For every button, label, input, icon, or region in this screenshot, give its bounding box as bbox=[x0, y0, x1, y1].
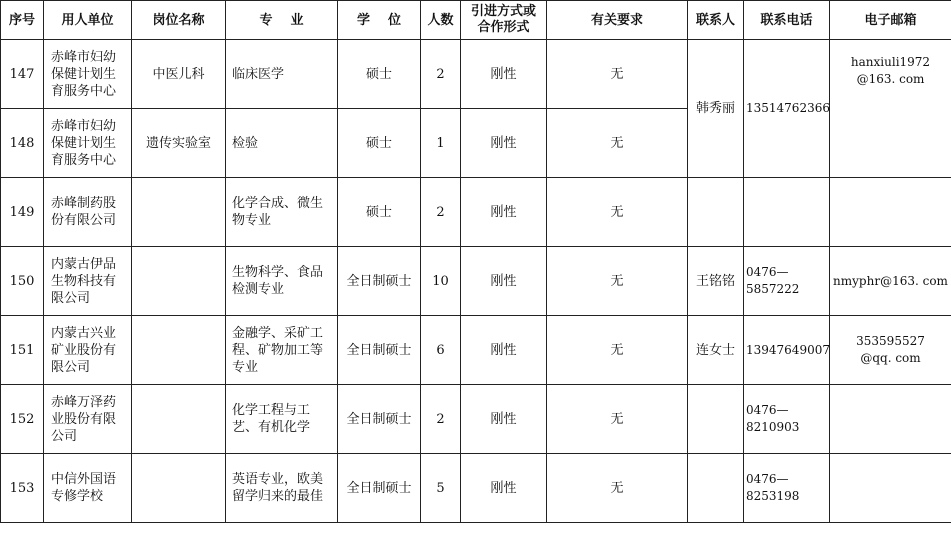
cell-position: 遗传实验室 bbox=[132, 109, 226, 178]
cell-phone: 0476—8253198 bbox=[744, 454, 830, 523]
header-method-line1: 引进方式或 bbox=[470, 4, 536, 19]
header-requirements: 有关要求 bbox=[547, 1, 688, 40]
cell-major: 英语专业，欧美留学归来的最佳 bbox=[226, 454, 338, 523]
header-method-line2: 合作形式 bbox=[477, 20, 530, 35]
cell-unit: 内蒙古兴业矿业股份有限公司 bbox=[44, 316, 132, 385]
cell-requirements: 无 bbox=[547, 385, 688, 454]
cell-requirements: 无 bbox=[547, 178, 688, 247]
cell-unit: 赤峰万泽药业股份有限公司 bbox=[44, 385, 132, 454]
header-phone: 联系电话 bbox=[744, 1, 830, 40]
cell-seq: 150 bbox=[1, 247, 44, 316]
cell-unit: 中信外国语专修学校 bbox=[44, 454, 132, 523]
header-degree: 学 位 bbox=[338, 1, 421, 40]
header-position: 岗位名称 bbox=[132, 1, 226, 40]
cell-position bbox=[132, 316, 226, 385]
cell-method: 刚性 bbox=[461, 454, 547, 523]
email-line2: @163. com bbox=[856, 72, 925, 86]
table-row bbox=[1, 385, 951, 454]
email-line1: 353595527 bbox=[856, 334, 925, 348]
cell-method: 刚性 bbox=[461, 109, 547, 178]
cell-requirements: 无 bbox=[547, 454, 688, 523]
cell-method: 刚性 bbox=[461, 40, 547, 109]
cell-contact bbox=[688, 385, 744, 454]
cell-contact: 王铭铭 bbox=[688, 247, 744, 316]
cell-contact bbox=[688, 454, 744, 523]
cell-phone: 13514762366 bbox=[744, 40, 830, 178]
cell-seq: 147 bbox=[1, 40, 44, 109]
table-row bbox=[1, 178, 951, 247]
email-line1: hanxiuli1972 bbox=[850, 55, 931, 69]
cell-seq: 148 bbox=[1, 109, 44, 178]
cell-phone: 0476—8210903 bbox=[744, 385, 830, 454]
cell-count: 5 bbox=[421, 454, 461, 523]
cell-count: 2 bbox=[421, 40, 461, 109]
cell-email bbox=[830, 454, 951, 523]
cell-seq: 151 bbox=[1, 316, 44, 385]
email-line2: @qq. com bbox=[860, 351, 921, 365]
cell-seq: 153 bbox=[1, 454, 44, 523]
cell-degree: 硕士 bbox=[338, 109, 421, 178]
cell-email bbox=[830, 316, 951, 385]
cell-unit: 内蒙古伊品生物科技有限公司 bbox=[44, 247, 132, 316]
header-email: 电子邮箱 bbox=[830, 1, 951, 40]
header-seq: 序号 bbox=[1, 1, 44, 40]
cell-major: 检验 bbox=[226, 109, 338, 178]
cell-position bbox=[132, 454, 226, 523]
cell-position bbox=[132, 247, 226, 316]
header-unit: 用人单位 bbox=[44, 1, 132, 40]
cell-count: 6 bbox=[421, 316, 461, 385]
cell-requirements: 无 bbox=[547, 109, 688, 178]
cell-seq: 152 bbox=[1, 385, 44, 454]
cell-requirements: 无 bbox=[547, 40, 688, 109]
cell-phone: 13947649007 bbox=[744, 316, 830, 385]
cell-major: 化学工程与工艺、有机化学 bbox=[226, 385, 338, 454]
cell-phone: 0476—5857222 bbox=[744, 247, 830, 316]
cell-degree: 硕士 bbox=[338, 178, 421, 247]
cell-method: 刚性 bbox=[461, 316, 547, 385]
header-row bbox=[1, 1, 951, 40]
cell-count: 10 bbox=[421, 247, 461, 316]
cell-major: 生物科学、食品检测专业 bbox=[226, 247, 338, 316]
table-row bbox=[1, 316, 951, 385]
cell-count: 1 bbox=[421, 109, 461, 178]
cell-major: 化学合成、微生物专业 bbox=[226, 178, 338, 247]
header-contact: 联系人 bbox=[688, 1, 744, 40]
table-row bbox=[1, 40, 951, 109]
cell-email bbox=[830, 385, 951, 454]
cell-email bbox=[830, 178, 951, 247]
cell-degree: 全日制硕士 bbox=[338, 316, 421, 385]
cell-email bbox=[830, 40, 951, 178]
cell-major: 金融学、采矿工程、矿物加工等专业 bbox=[226, 316, 338, 385]
cell-email: nmyphr@163. com bbox=[830, 247, 951, 316]
cell-unit: 赤峰制药股份有限公司 bbox=[44, 178, 132, 247]
table-row bbox=[1, 454, 951, 523]
cell-method: 刚性 bbox=[461, 385, 547, 454]
cell-degree: 全日制硕士 bbox=[338, 385, 421, 454]
cell-degree: 硕士 bbox=[338, 40, 421, 109]
cell-contact: 韩秀丽 bbox=[688, 40, 744, 178]
cell-contact: 连女士 bbox=[688, 316, 744, 385]
header-major: 专 业 bbox=[226, 1, 338, 40]
cell-count: 2 bbox=[421, 178, 461, 247]
cell-unit: 赤峰市妇幼保健计划生育服务中心 bbox=[44, 109, 132, 178]
cell-unit: 赤峰市妇幼保健计划生育服务中心 bbox=[44, 40, 132, 109]
cell-phone bbox=[744, 178, 830, 247]
cell-method: 刚性 bbox=[461, 247, 547, 316]
cell-seq: 149 bbox=[1, 178, 44, 247]
cell-requirements: 无 bbox=[547, 316, 688, 385]
cell-contact bbox=[688, 178, 744, 247]
cell-degree: 全日制硕士 bbox=[338, 247, 421, 316]
cell-method: 刚性 bbox=[461, 178, 547, 247]
cell-position bbox=[132, 385, 226, 454]
cell-degree: 全日制硕士 bbox=[338, 454, 421, 523]
table-row bbox=[1, 247, 951, 316]
cell-count: 2 bbox=[421, 385, 461, 454]
cell-major: 临床医学 bbox=[226, 40, 338, 109]
cell-position: 中医儿科 bbox=[132, 40, 226, 109]
header-count: 人数 bbox=[421, 1, 461, 40]
cell-position bbox=[132, 178, 226, 247]
cell-requirements: 无 bbox=[547, 247, 688, 316]
header-method bbox=[461, 1, 547, 40]
